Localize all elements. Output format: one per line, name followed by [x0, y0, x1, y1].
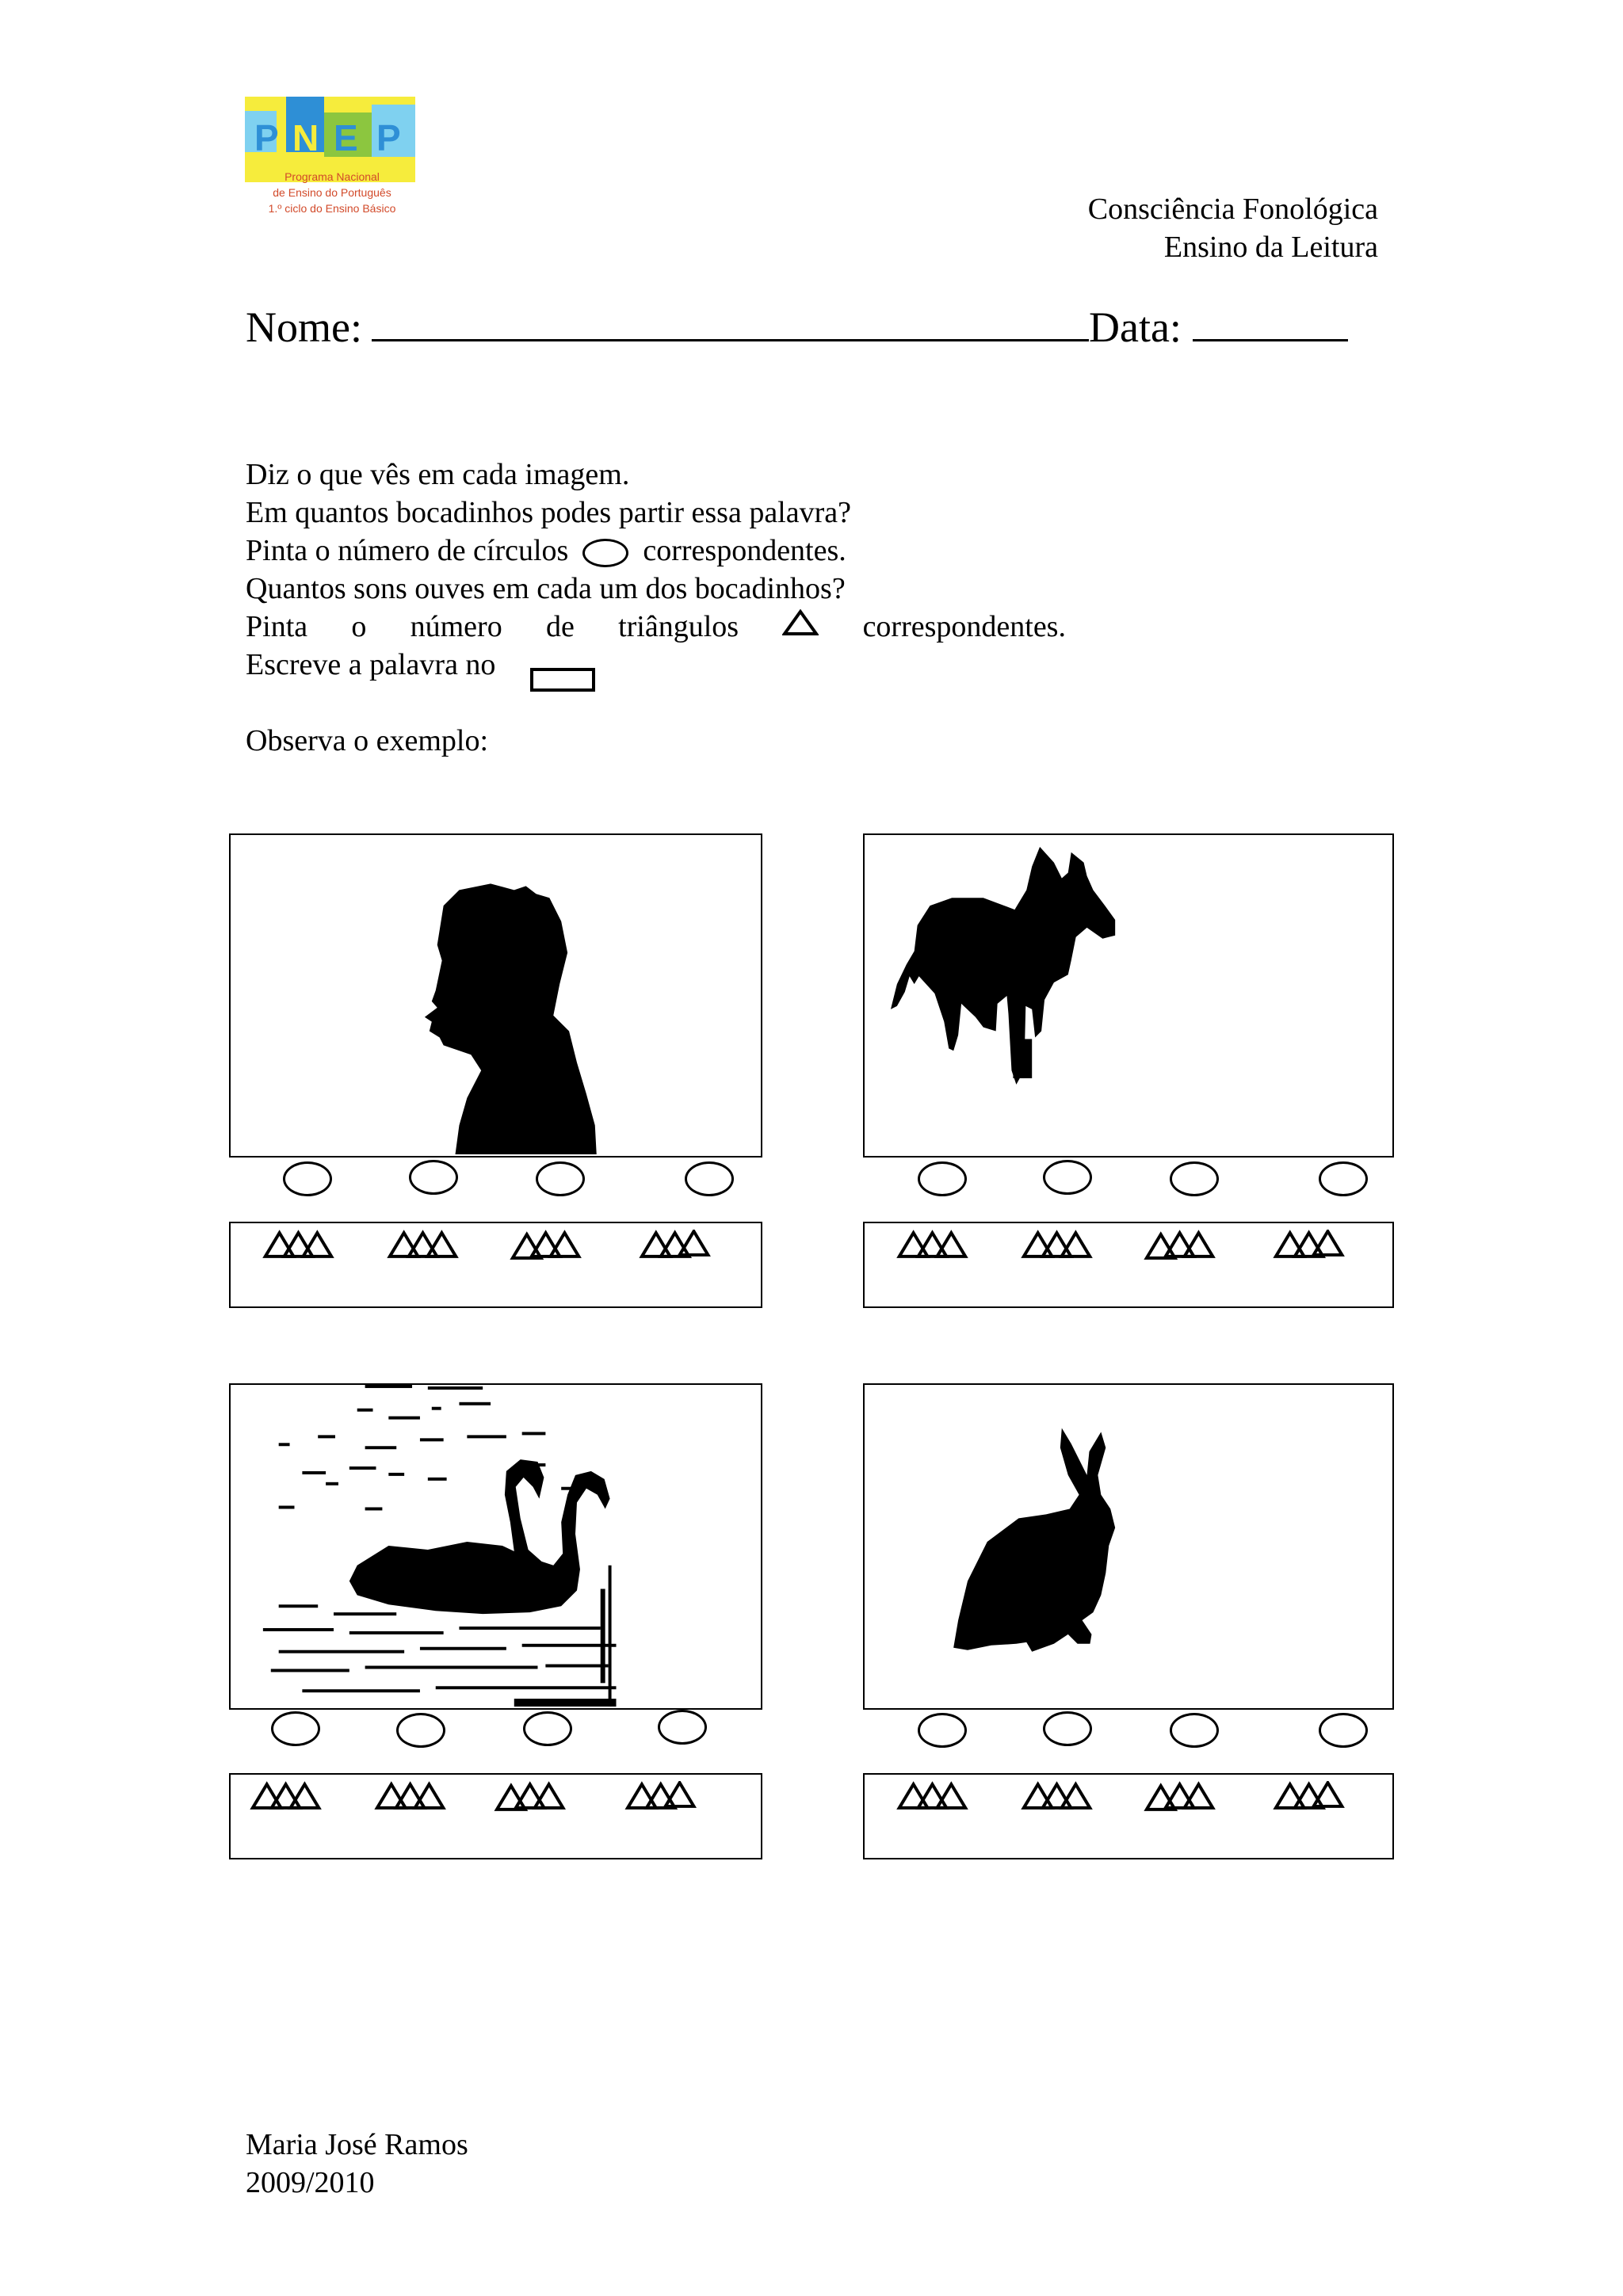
logo-letter-n: N — [292, 117, 319, 158]
word-box[interactable] — [863, 1773, 1394, 1859]
syllable-circle[interactable] — [1170, 1713, 1219, 1748]
school-year: 2009/2010 — [246, 2166, 375, 2199]
syllable-circle[interactable] — [658, 1710, 707, 1745]
syllable-circle[interactable] — [685, 1161, 734, 1196]
instruction-line-2: Em quantos bocadinhos podes partir essa palavra? — [246, 496, 851, 529]
logo-subtitle-2: de Ensino do Português — [273, 186, 391, 199]
syllable-circle[interactable] — [283, 1161, 332, 1196]
instruction-line-6 — [246, 646, 1066, 684]
syllable-circle[interactable] — [1319, 1713, 1368, 1748]
logo-letter-e: E — [334, 117, 358, 158]
pnep-logo — [245, 97, 415, 223]
instructions — [246, 456, 1066, 760]
triangle-group-icon — [865, 1230, 1392, 1261]
picture-frame-swans — [229, 1383, 762, 1710]
instruction-word: de — [545, 610, 575, 643]
document-header — [1088, 190, 1378, 266]
instruction-line-3 — [246, 532, 1066, 570]
rabbit-silhouette-icon — [865, 1385, 1392, 1708]
instruction-word: Pinta — [246, 610, 308, 643]
triangle-icon — [782, 608, 819, 646]
instruction-word: o — [351, 610, 367, 643]
syllable-circle[interactable] — [1043, 1160, 1092, 1195]
instruction-line-1: Diz o que vês em cada imagem. — [246, 458, 630, 491]
instruction-circles-text: Pinta o número de círculos — [246, 534, 569, 567]
syllable-circle[interactable] — [918, 1161, 967, 1196]
syllable-circle[interactable] — [409, 1160, 458, 1195]
person-silhouette-icon — [231, 835, 761, 1156]
instruction-line-7: Observa o exemplo: — [246, 724, 489, 757]
date-field-line[interactable] — [1193, 301, 1348, 341]
syllable-circle[interactable] — [271, 1711, 320, 1746]
instruction-line-4: Quantos sons ouves em cada um dos bocadinhos? — [246, 572, 846, 605]
triangle-group-icon — [231, 1781, 761, 1813]
circle-icon — [582, 539, 628, 567]
rectangle-icon — [530, 668, 595, 692]
swans-silhouette-icon — [231, 1385, 761, 1708]
author-name: Maria José Ramos — [246, 2128, 468, 2161]
triangle-group-icon — [231, 1230, 761, 1261]
logo-letter-p1: P — [254, 117, 279, 158]
syllable-circle[interactable] — [1043, 1711, 1092, 1746]
syllable-circle[interactable] — [523, 1711, 572, 1746]
instruction-word: correspondentes. — [862, 610, 1066, 643]
syllable-circle[interactable] — [1319, 1161, 1368, 1196]
name-field-line[interactable] — [372, 301, 1089, 341]
instruction-word: número — [410, 610, 502, 643]
picture-frame-rabbit — [863, 1383, 1394, 1710]
instruction-box-text: Escreve a palavra no — [246, 648, 496, 681]
footer — [246, 2126, 468, 2202]
name-label: Nome: — [246, 303, 362, 351]
instruction-circles-suffix: correspondentes. — [643, 534, 846, 567]
syllable-circle[interactable] — [396, 1713, 445, 1748]
triangle-group-icon — [865, 1781, 1392, 1813]
syllable-circle[interactable] — [918, 1713, 967, 1748]
instruction-word: triângulos — [618, 610, 739, 643]
syllable-circle[interactable] — [1170, 1161, 1219, 1196]
logo-letter-p2: P — [376, 117, 401, 158]
logo-subtitle-1: Programa Nacional — [285, 170, 380, 183]
word-box[interactable] — [229, 1222, 762, 1308]
date-label: Data: — [1088, 303, 1182, 351]
instruction-line-5 — [246, 608, 1066, 646]
word-box[interactable] — [863, 1222, 1394, 1308]
word-box[interactable] — [229, 1773, 762, 1859]
picture-frame-donkey — [863, 833, 1394, 1158]
header-title: Consciência Fonológica — [1087, 193, 1378, 226]
logo-subtitle-3: 1.º ciclo do Ensino Básico — [268, 202, 396, 215]
donkey-silhouette-icon — [865, 835, 1392, 1156]
syllable-circle[interactable] — [536, 1161, 585, 1196]
header-subtitle: Ensino da Leitura — [1163, 231, 1378, 264]
picture-frame-person — [229, 833, 762, 1158]
name-date-row — [246, 301, 1348, 352]
